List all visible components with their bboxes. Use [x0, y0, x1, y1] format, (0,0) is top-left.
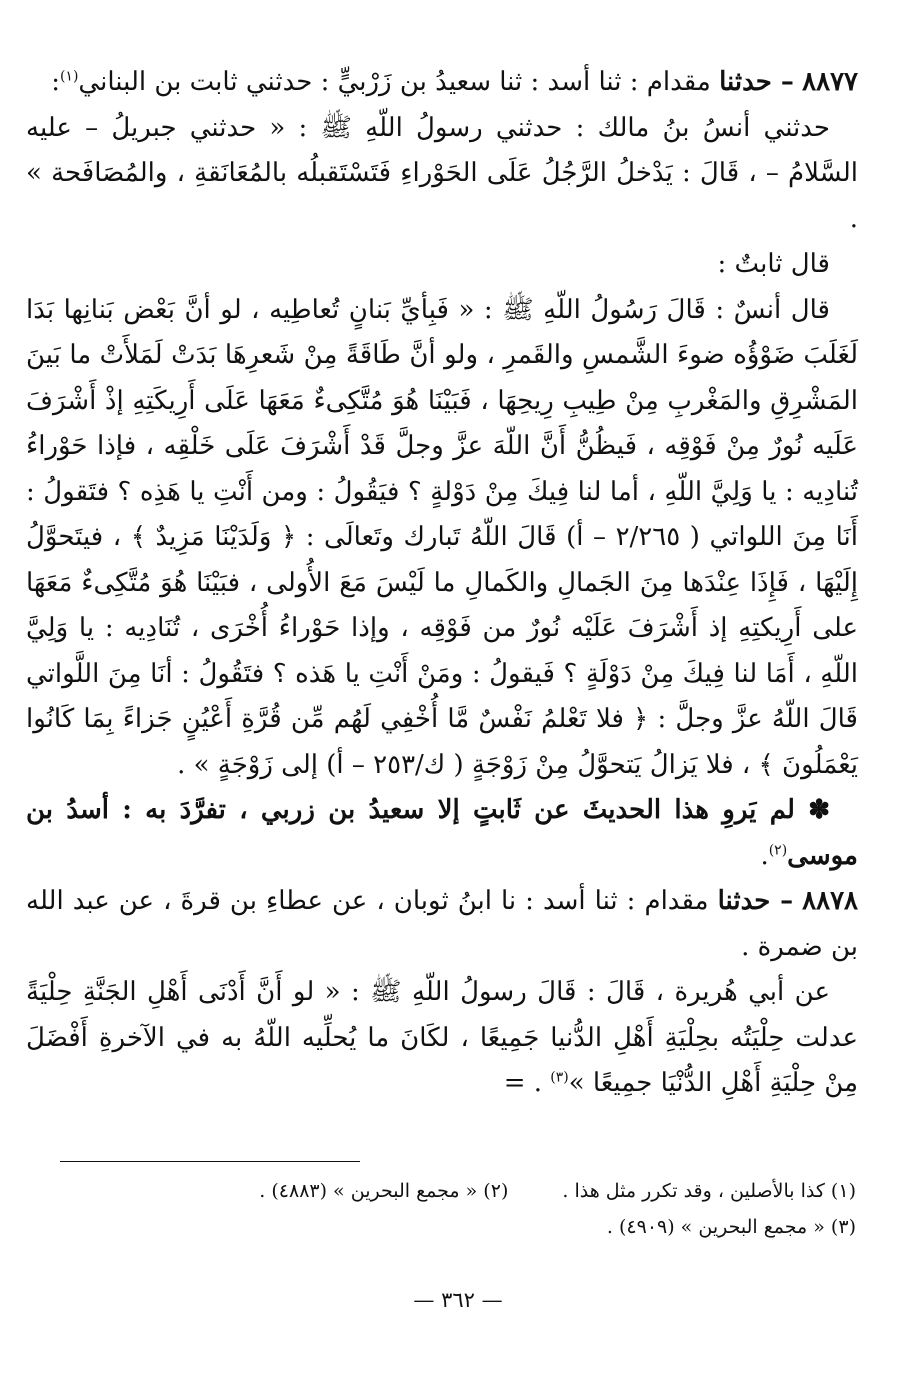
- narration-note: [26, 788, 858, 879]
- footnote-separator: [60, 1161, 360, 1162]
- hadith-number: ٨٨٧٨: [802, 886, 858, 916]
- footnote-ref: (١): [59, 68, 79, 85]
- text: عن أبي هُريرة ، قَالَ : قَالَ رسولُ اللّهِ ﷺ : « لو أَنَّ أَدْنَى أَهْلِ الجَنَّةِ حِلْيَةً عدلت حِلْيَتُه بحِلْيَةِ أَهْلِ الدُّنيا جَمِيعًا ، لكَانَ ما يُحلِّيه اللّهُ به في الآخرةِ أَفْضَلَ مِنْ حِلْيَةِ أَهْلِ الدُّنْيَا جمِيعًا »: [26, 977, 858, 1098]
- hadith-text: [26, 60, 858, 1107]
- footnote: (١) كذا بالأصلين ، وقد تكرر مثل هذا .: [562, 1180, 856, 1202]
- footnote-row: [60, 1173, 856, 1209]
- text: مقدام : ثنا أسد : نا ابنُ ثوبان ، عن عطاءِ بن قرةَ ، عن عبد الله بن ضمرة .: [26, 886, 858, 962]
- text: قال أنسٌ : قَالَ رَسُولُ اللّهِ ﷺ : « فَبِأيِّ بَنانٍ تُعاطِيه ، لو أنَّ بَعْض بَنانِها بَدَا لَغَلَبَ ضَوْؤُه ضوءَ الشَّمسِ والقَمرِ ، ولو أنَّ طَاقَةً مِنْ شَعرِهَا بَدَتْ لَمَلأَتْ ما بَينَ المَشْرِقِ والمَغْربِ مِنْ طِيبِ رِيحِهَا ، فَبَيْنَا هُوَ مُتَّكِىءٌ مَعَهَا عَلَى أَرِيكَتِهِ إذْ أَشْرَفَ عَلَيه نُورٌ مِنْ فَوْقِه ، فَيظُنُّ أَنَّ اللّهَ عزَّ وجلَّ قَدْ أَشْرَفَ عَلَى خَلْقِه ، فإذا حَوْراءُ تُنادِيه : يا وَلِيَّ اللّهِ ، أما لنا فِيكَ مِنْ دَوْلةٍ ؟ فيَقُولُ : ومن أَنْتِ يا هَذِه ؟ فتَقولُ : أَنَا مِنَ اللواتي ( ٢/٢٦٥ – أ) قَالَ اللّهُ تَبارك وتَعالَى : ﴿ وَلَدَيْنَا مَزِيدٌ ﴾ ، فيتَحوَّلُ إِلَيْهَا ، فَإِذَا عِنْدَها مِنَ الجَمالِ والكَمالِ ما لَيْسَ مَعَ الأُولى ، فبَيْنَا هُوَ مُتَّكِىءٌ مَعَهَا على أَرِيكتِهِ إذ أَشْرَفَ عَلَيْه نُورٌ من فَوْقِه ، وإذا حَوْراءُ أُخْرَى ، تُنَادِيه : يا وَلِيَّ اللّهِ ، أَمَا لنا فِيكَ مِنْ دَوْلَةٍ ؟ فَيقولُ : ومَنْ أَنْتِ يا هَذه ؟ فتَقُولُ : أنَا مِنَ اللَّواتي قَالَ اللّهُ عزَّ وجلَّ : ﴿ فلا تَعْلمُ نَفْسٌ مَّا أُخْفِي لَهُم مِّن قُرَّةِ أَعْيُنٍ جَزاءً بِمَا كَانُوا يَعْمَلُونَ ﴾ ، فلا يَزالُ يَتحوَّلُ مِنْ زَوْجَةٍ ( ك/٢٥٣ – أ) إلى زَوْجَةٍ » .: [26, 294, 858, 780]
- paragraph: [26, 970, 858, 1107]
- paragraph: [26, 288, 858, 789]
- hadith-header: [26, 879, 858, 970]
- text: مقدام : ثنا أسد : ثنا سعيدُ بن زَرْبيٍّ : حدثني ثابت بن البناني: [78, 67, 711, 97]
- footnotes: [60, 1173, 856, 1245]
- footnote-ref: (٣): [550, 1069, 569, 1086]
- paragraph: [26, 242, 858, 288]
- hadith-lead: – حدثنا: [719, 67, 794, 97]
- page-number: — ٣٦٢ —: [413, 1288, 503, 1312]
- footnote: (٣) « مجمع البحرين » (٤٩٠٩) .: [606, 1216, 856, 1238]
- text: ✽ لم يَروِ هذا الحديثَ عن ثَابتٍ إلا سعيدُ بن زربي ، تفرَّدَ به : أسدُ بن موسى: [26, 795, 858, 871]
- punctuation: :: [51, 67, 60, 97]
- footnote-ref: (٢): [768, 841, 788, 858]
- punctuation: .: [760, 840, 769, 871]
- hadith-number: ٨٨٧٧: [802, 67, 858, 97]
- footnote-row: [60, 1209, 856, 1245]
- footnote: (٢) « مجمع البحرين » (٤٨٨٣) .: [259, 1180, 509, 1202]
- hadith-lead: – حدثنا: [717, 886, 794, 916]
- paragraph: [26, 106, 858, 243]
- punctuation: . =: [503, 1068, 551, 1098]
- hadith-header: [26, 60, 858, 106]
- text: حدثني أنسُ بنُ مالك : حدثني رسولُ اللّهِ ﷺ : « حدثني جبريلُ – عليه السَّلامُ – ، قَالَ : يَدْخلُ الرَّجُلُ عَلَى الحَوْراءِ فَتَسْتَقبلُه بالمُعَانَقةِ ، والمُصَافَحة » .: [26, 112, 858, 234]
- text: قال ثابتٌ :: [717, 249, 830, 279]
